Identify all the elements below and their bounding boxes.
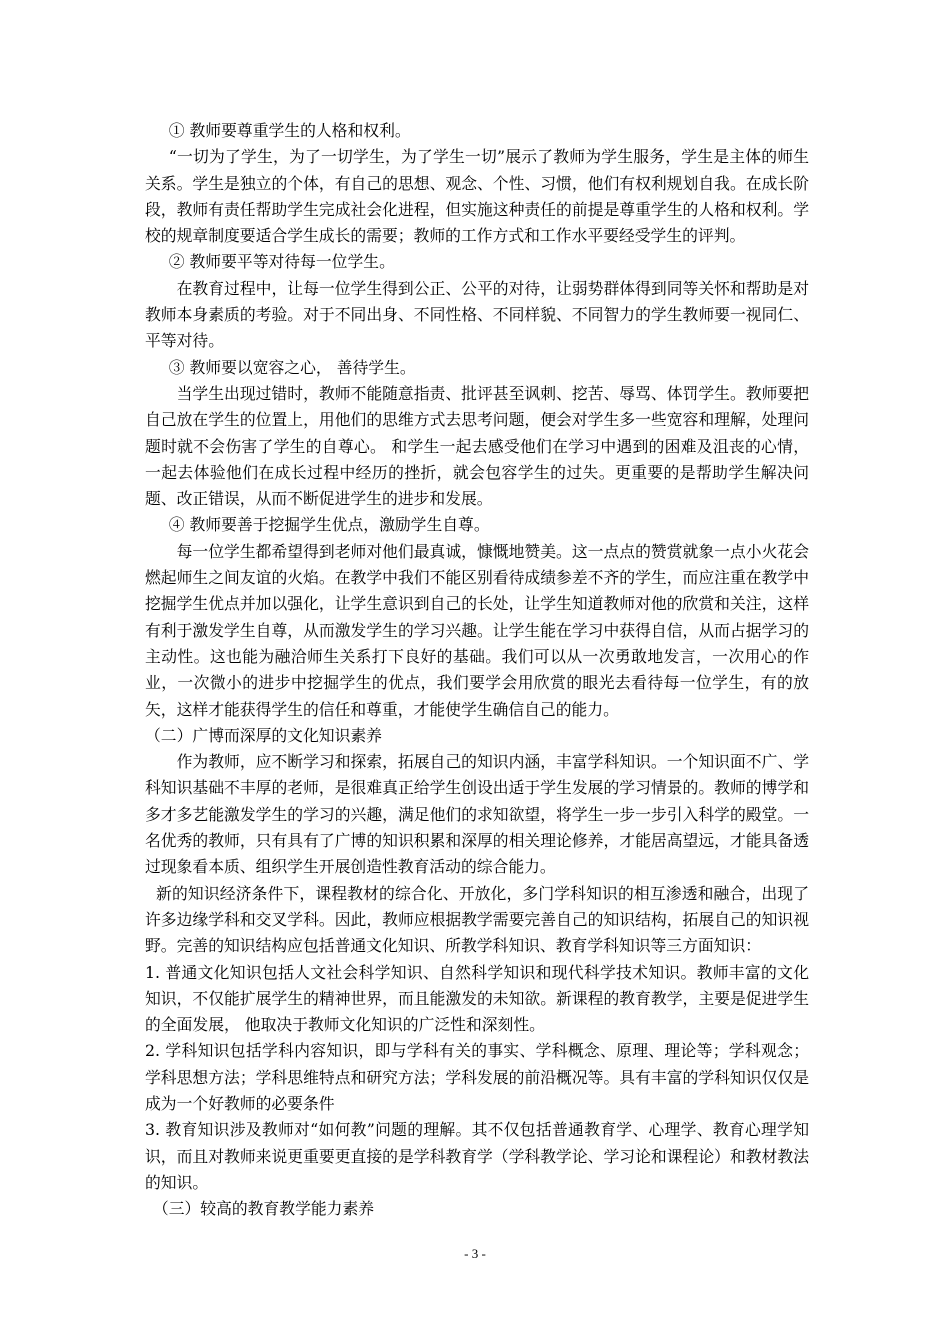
- point-1-body: “一切为了学生，为了一切学生，为了学生一切”展示了教师为学生服务，学生是主体的师生关系。学生是独立的个体，有自己的思想、观念、个性、习惯，他们有权利规划自我。在成长阶段，教师有责任帮助学生完成社会化进程，但实施这种责任的前提是尊重学生的人格和权利。学校的规章制度要适合学生成长的需要；教师的工作方式和工作水平要经受学生的评判。: [145, 147, 809, 246]
- point-3-heading: ③ 教师要以宽容之心， 善待学生。: [168, 357, 416, 377]
- point-2-body: 在教育过程中，让每一位学生得到公正、公平的对待，让弱势群体得到同等关怀和帮助是对教师本身素质的考验。对于不同出身、不同性格、不同样貌、不同智力的学生教师要一视同仁、平等对待。: [145, 278, 809, 351]
- section-3-heading: （三）较高的教育教学能力素养: [152, 1199, 375, 1219]
- list-item-3: 3. 教育知识涉及教师对“如何教”问题的理解。其不仅包括普通教育学、心理学、教育心理学知识，而且对教师来说更重要更直接的是学科教育学（学科教学论、学习论和课程论）和教材教法的知识。: [145, 1120, 809, 1192]
- section-2-body: 作为教师，应不断学习和探索，拓展自己的知识内涵，丰富学科知识。一个知识面不广、学科知识基础不丰厚的老师，是很难真正给学生创设出适于学生发展的学习情景的。教师的博学和多才多艺能激发学生的学习的兴趣，满足他们的求知欲望，将学生一步一步引入科学的殿堂。一名优秀的教师，只有具有了广博的知识积累和深厚的相关理论修养，才能居高望远，才能具备透过现象看本质、组织学生开展创造性教育活动的综合能力。: [145, 752, 809, 877]
- knowledge-structure-paragraph: 新的知识经济条件下，课程教材的综合化、开放化，多门学科知识的相互渗透和融合，出现了许多边缘学科和交叉学科。因此，教师应根据教学需要完善自己的知识结构，拓展自己的知识视野。完善的知识结构应包括普通文化知识、所教学科知识、教育学科知识等三方面知识：: [145, 883, 809, 956]
- point-4-heading: ④ 教师要善于挖掘学生优点，激励学生自尊。: [168, 515, 490, 535]
- list-item-2: 2. 学科知识包括学科内容知识，即与学科有关的事实、学科概念、原理、理论等；学科观念；学科思想方法；学科思维特点和研究方法；学科发展的前沿概况等。具有丰富的学科知识仅仅是成为一个好教师的必要条件: [145, 1041, 809, 1113]
- list-item-1: 1. 普通文化知识包括人文社会科学知识、自然科学知识和现代科学技术知识。教师丰富的文化知识，不仅能扩展学生的精神世界，而且能激发的未知欲。新课程的教育教学，主要是促进学生的全面发展， 他取决于教师文化知识的广泛性和深刻性。: [145, 962, 809, 1035]
- document-body: [145, 118, 809, 1222]
- point-4-body: 每一位学生都希望得到老师对他们最真诚，慷慨地赞美。这一点点的赞赏就象一点小火花会燃起师生之间友谊的火焰。在教学中我们不能区别看待成绩参差不齐的学生，而应注重在教学中挖掘学生优点并加以强化，让学生意识到自己的长处，让学生知道教师对他的欣赏和关注，这样有利于激发学生自尊，从而激发学生的学习兴趣。让学生能在学习中获得自信，从而占据学习的主动性。这也能为融洽师生关系打下良好的基础。我们可以从一次勇敢地发言，一次用心的作业，一次微小的进步中挖掘学生的优点，我们要学会用欣赏的眼光去看待每一位学生，有的放矢，这样才能获得学生的信任和尊重，才能使学生确信自己的能力。: [145, 541, 809, 719]
- point-3-body: 当学生出现过错时，教师不能随意指责、批评甚至讽刺、挖苦、辱骂、体罚学生。教师要把自己放在学生的位置上，用他们的思维方式去思考问题，便会对学生多一些宽容和理解，处理问题时就不会伤害了学生的自尊心。 和学生一起去感受他们在学习中遇到的困难及沮丧的心情，一起去体验他们在成长过程中经历的挫折，就会包容学生的过失。更重要的是帮助学生解决问题、改正错误，从而不断促进学生的进步和发展。: [145, 383, 809, 509]
- point-2-heading: ② 教师要平等对待每一位学生。: [168, 252, 395, 272]
- point-1-heading: ① 教师要尊重学生的人格和权利。: [168, 121, 411, 140]
- page-number: - 3 -: [464, 1246, 486, 1261]
- section-2-heading: （二）广博而深厚的文化知识素养: [145, 725, 382, 745]
